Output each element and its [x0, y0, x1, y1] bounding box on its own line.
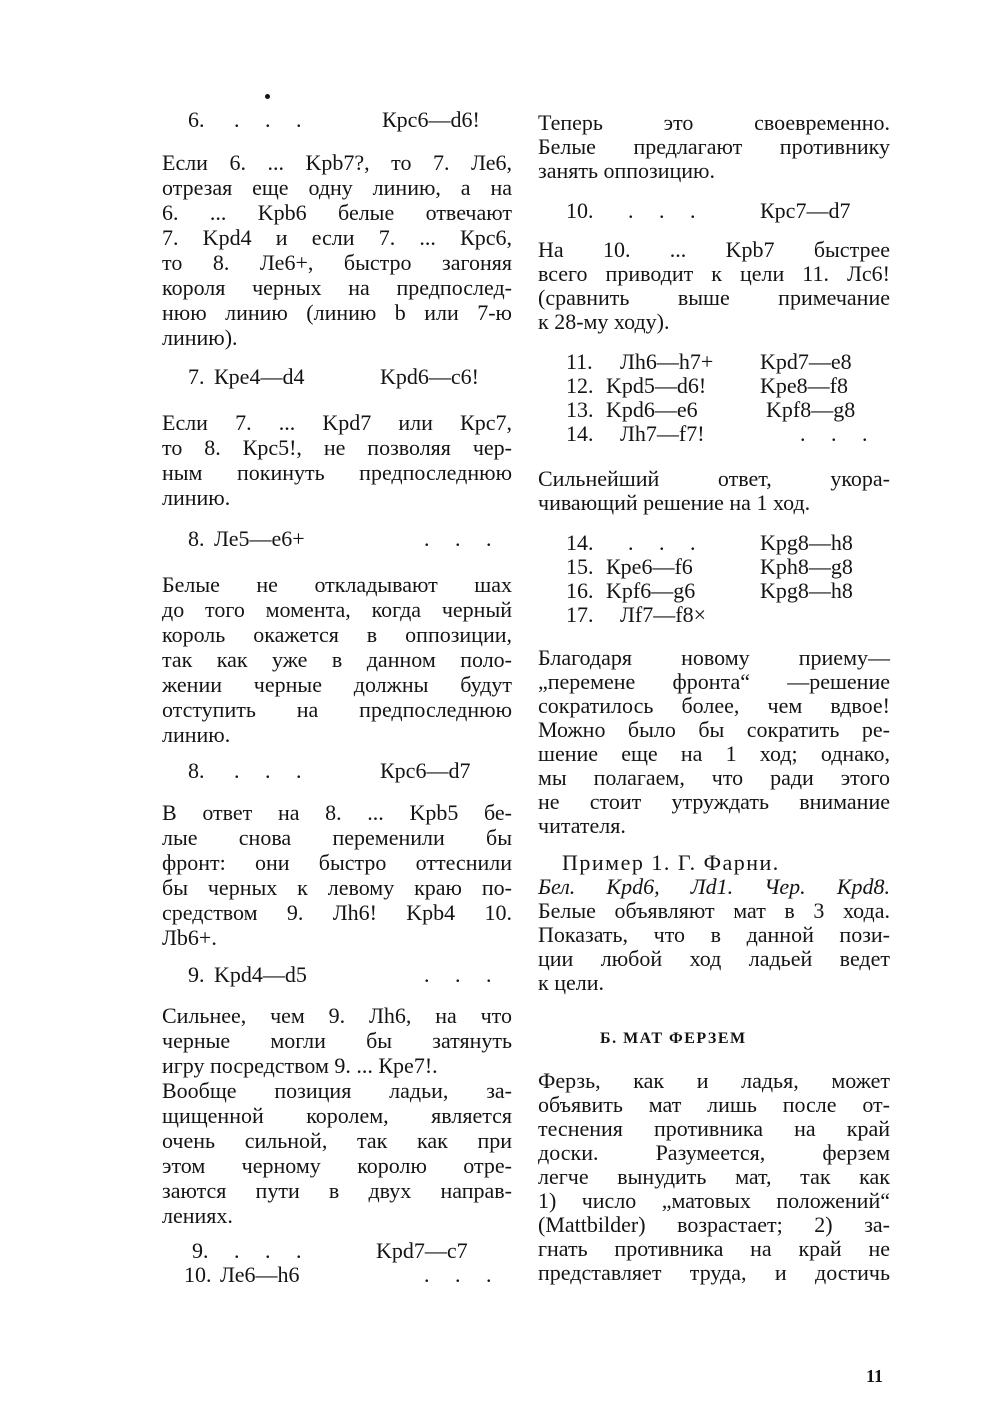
text-line: На 10. ... Kpb7 быстрее [538, 237, 890, 262]
move-number: 16. [566, 578, 594, 603]
move-white: Лh7—f7! [620, 421, 705, 446]
text-line: так как уже в данном поло- [162, 647, 512, 672]
text-line: Вообще позиция ладьи, за- [162, 1078, 512, 1103]
text-line: то 8. Ле6+, быстро загоняя [162, 250, 512, 275]
text-line: представляет труда, и достичь [538, 1260, 890, 1285]
move-black: . . . [424, 962, 502, 987]
text-line: мы полагаем, что ради этого [538, 765, 890, 790]
move-white: . . . [628, 198, 706, 223]
move-number: 9. [188, 962, 205, 987]
text-line: Если 6. ... Kpb7?, то 7. Ле6, [162, 150, 512, 175]
text-line: то 8. Крс5!, не позволяя чер- [162, 435, 512, 460]
move-white: Лh6—h7+ [620, 349, 714, 374]
text-line: 7. Kpd4 и если 7. ... Крс6, [162, 225, 512, 250]
move-white: . . . [234, 107, 312, 132]
text-line: Сильнее, чем 9. Лh6, на что [162, 1003, 512, 1028]
text-line: легче вынудить мат, так как [538, 1164, 890, 1189]
move-number: 7. [188, 364, 205, 389]
move-white: . . . [628, 530, 706, 555]
move-black: Kpd7—e8 [760, 349, 852, 374]
example-title: Пример 1. Г. Фарни. [562, 850, 780, 875]
text-line: лениях. [162, 1203, 233, 1228]
move-number: 12. [566, 373, 594, 398]
text-line: доски. Разумеется, ферзем [538, 1140, 890, 1165]
text-line: Лb6+. [162, 925, 217, 950]
text-line: Теперь это своевременно. [538, 110, 890, 135]
text-line: ции любой ход ладьей ведет [538, 946, 890, 971]
text-line: теснения противника на край [538, 1116, 890, 1141]
text-line: черные могли бы затянуть [162, 1028, 512, 1053]
text-line: этом черному королю отре- [162, 1153, 512, 1178]
move-black: . . . [800, 421, 878, 446]
text-line: бы черных к левому краю по- [162, 875, 512, 900]
move-white: Kpd5—d6! [606, 373, 707, 398]
text-line: Показать, что в данной пози- [538, 922, 890, 947]
move-number: 10. [184, 1262, 212, 1287]
text-line: жении черные должны будут [162, 672, 512, 697]
move-number: 9. [192, 1238, 209, 1263]
text-line: Благодаря новому приему— [538, 645, 890, 670]
text-line: линию. [162, 485, 231, 510]
move-black: Kpd7—c7 [376, 1238, 468, 1263]
text-line: 6. ... Kpb6 белые отвечают [162, 200, 512, 225]
text-line: линию). [162, 325, 238, 350]
text-line: всего приводит к цели 11. Лс6! [538, 261, 890, 286]
text-line: до того момента, когда черный [162, 597, 512, 622]
text-line: Белые не откладывают шах [162, 572, 512, 597]
page-number: 11 [866, 1366, 884, 1386]
text-line: короля черных на предпослед- [162, 275, 512, 300]
text-line: занять оппозицию. [538, 158, 715, 183]
move-black: Kpg8—h8 [760, 530, 853, 555]
text-line: король окажется в оппозиции, [162, 622, 512, 647]
example-position: Бел. Kpd6, Лd1. Чер. Kpd8. [538, 874, 890, 899]
move-white: Кре4—d4 [214, 364, 305, 389]
text-line: В ответ на 8. ... Kpb5 бе- [162, 800, 512, 825]
text-line: „перемене фронта“ —решение [538, 669, 890, 694]
text-line: щищенной королем, является [162, 1103, 512, 1128]
move-white: Лf7—f8× [620, 602, 706, 627]
text-line: шение еще на 1 ход; однако, [538, 741, 890, 766]
text-line: Можно было бы сократить ре- [538, 717, 890, 742]
text-line: 1) число „матовых положений“ [538, 1188, 890, 1213]
text-line: гнать противника на край не [538, 1236, 890, 1261]
move-number: 10. [566, 198, 594, 223]
text-line: отступить на предпоследнюю [162, 697, 512, 722]
text-line: игру посредством 9. ... Кре7!. [162, 1053, 438, 1078]
move-black: Kph8—g8 [760, 554, 853, 579]
move-black: Kpe8—f8 [760, 373, 848, 398]
text-line: (сравнить выше примечание [538, 285, 890, 310]
text-line: ным покинуть предпоследнюю [162, 460, 512, 485]
text-line: очень сильной, так как при [162, 1128, 512, 1153]
text-line: отрезая еще одну линию, а на [162, 175, 512, 200]
move-white: Kpf6—g6 [606, 578, 696, 603]
text-line: (Mattbilder) возрастает; 2) за- [538, 1212, 890, 1237]
move-black: Крс7—d7 [760, 198, 851, 223]
text-line: нюю линию (линию b или 7-ю [162, 300, 512, 325]
move-white: Kpd4—d5 [214, 962, 307, 987]
text-line: средством 9. Лh6! Kpb4 10. [162, 900, 512, 925]
move-black: Крс6—d6! [382, 107, 480, 132]
move-black: Kpg8—h8 [760, 578, 853, 603]
move-black: Крс6—d7 [380, 758, 471, 783]
move-black: Kpd6—c6! [380, 364, 479, 389]
move-black: Kpf8—g8 [766, 397, 856, 422]
move-number: 17. [566, 602, 594, 627]
text-line: объявить мат лишь после от- [538, 1092, 890, 1117]
move-white: Ле6—h6 [220, 1262, 300, 1287]
move-number: 15. [566, 554, 594, 579]
move-white: Kpd6—e6 [606, 397, 698, 422]
move-white: . . . [234, 1238, 312, 1263]
text-line: лые снова переменили бы [162, 825, 512, 850]
text-line: фронт: они быстро оттеснили [162, 850, 512, 875]
text-line: Если 7. ... Kpd7 или Крс7, [162, 410, 512, 435]
move-number: 11. [566, 349, 593, 374]
text-line: заются пути в двух направ- [162, 1178, 512, 1203]
move-number: 8. [188, 526, 205, 551]
text-line: чивающий решение на 1 ход. [538, 490, 811, 515]
move-number: 14. [566, 530, 594, 555]
text-line: к цели. [538, 970, 604, 995]
move-white: Кре6—f6 [606, 554, 693, 579]
text-line: читателя. [538, 813, 626, 838]
move-white: . . . [234, 758, 312, 783]
move-black: . . . [424, 526, 502, 551]
text-line: к 28-му ходу). [538, 309, 670, 334]
move-number: 14. [566, 421, 594, 446]
section-heading: Б. МАТ ФЕРЗЕМ [600, 1030, 747, 1047]
text-line: Белые предлагают противнику [538, 134, 890, 159]
text-line: Ферзь, как и ладья, может [538, 1068, 890, 1093]
text-line: Сильнейший ответ, укора- [538, 466, 890, 491]
move-number: 8. [188, 758, 205, 783]
move-number: 13. [566, 397, 594, 422]
text-line: линию. [162, 722, 231, 747]
text-line: сократилось более, чем вдвое! [538, 693, 890, 718]
move-number: 6. [188, 107, 205, 132]
move-black: . . . [424, 1262, 502, 1287]
ink-dot [265, 94, 270, 99]
move-white: Ле5—е6+ [214, 526, 305, 551]
text-line: Белые объявляют мат в 3 хода. [538, 898, 890, 923]
text-line: не стоит утруждать внимание [538, 789, 890, 814]
